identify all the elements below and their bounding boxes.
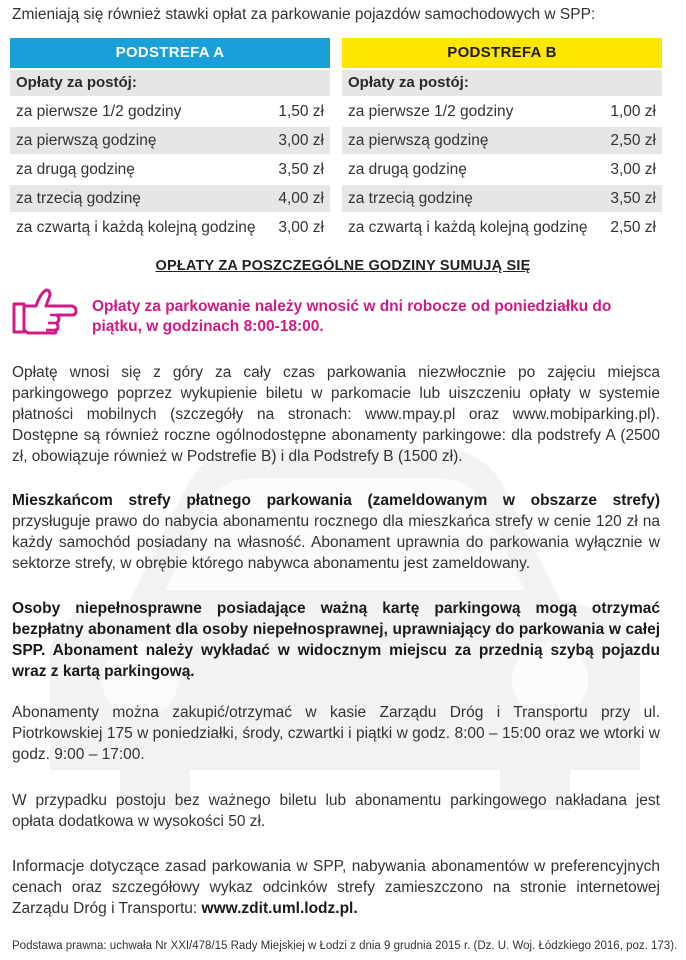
row-price: 3,50 zł	[278, 160, 324, 178]
row-price: 1,50 zł	[278, 102, 324, 120]
row-label: za czwartą i każdą kolejną godzinę	[16, 218, 256, 236]
row-price: 3,00 zł	[610, 160, 656, 178]
row-price: 4,00 zł	[278, 189, 324, 207]
table-row	[10, 156, 330, 183]
info-text: Informacje dotyczące zasad parkowania w SPP, nabywania abonamentów w preferencyjnych cenach oraz szczegółowy wykaz odcinków strefy zamieszczono na stronie internetowej Zarządu Dróg i Transportu:	[12, 858, 660, 917]
pointing-hand-icon	[10, 286, 78, 336]
table-row	[342, 127, 662, 154]
table-row	[342, 214, 662, 241]
payment-paragraph: Opłatę wnosi się z góry za cały czas parkowania niezwłocznie po zajęciu miejsca parkingowego poprzez wykupienie biletu w parkomacie lub uiszczeniu opłaty w systemie płatności mobilnych (szczegóły na stronach: www.mpay.pl oraz www.mobiparking.pl). Dostępne są również roczne ogólnodostępne abonamenty parkingowe: dla podstrefy A (2500 zł, obowiązuje również w Podstrefie B) i dla Podstrefy B (1500 zł).	[12, 364, 660, 465]
zone-a-table	[10, 38, 330, 241]
weekday-notice: Opłaty za parkowanie należy wnosić w dni robocze od poniedziałku do piątku, w godzinach 8:00-18:00.	[92, 298, 612, 335]
purchase-paragraph: Abonamenty można zakupić/otrzymać w kasie Zarządu Dróg i Transportu przy ul. Piotrkowskiej 175 w poniedziałki, środy, czwartki i piątki w godz. 8:00 – 15:00 oraz we wtorki w godz. 9:00 – 17:00.	[12, 704, 660, 763]
zone-a-subtitle: Opłaty za postój:	[10, 70, 330, 96]
residents-rest-text: przysługuje prawo do nabycia abonamentu rocznego dla mieszkańca strefy w cenie 120 zł na każdy samochód posiadany na własność. Abonament uprawnia do parkowania wyłącznie w sektorze strefy, w obrębie którego nabywca abonamentu jest zameldowany.	[12, 513, 660, 572]
penalty-paragraph: W przypadku postoju bez ważnego biletu lub abonamentu parkingowego nakładana jest opłata dodatkowa w wysokości 50 zł.	[12, 792, 660, 830]
row-label: za pierwsze 1/2 godziny	[16, 102, 182, 120]
row-price: 3,00 zł	[278, 131, 324, 149]
table-row	[342, 156, 662, 183]
row-price: 3,50 zł	[610, 189, 656, 207]
table-row	[10, 98, 330, 125]
website-link[interactable]: www.zdit.uml.lodz.pl.	[201, 900, 358, 917]
row-label: za pierwszą godzinę	[348, 131, 489, 149]
row-label: za pierwsze 1/2 godziny	[348, 102, 514, 120]
table-row	[342, 98, 662, 125]
residents-paragraph	[12, 490, 660, 574]
zone-b-table	[342, 38, 662, 241]
row-price: 2,50 zł	[610, 218, 656, 236]
table-row	[10, 127, 330, 154]
row-label: za drugą godzinę	[16, 160, 135, 178]
row-label: za trzecią godzinę	[16, 189, 141, 207]
info-paragraph	[12, 856, 660, 919]
zone-b-header: PODSTREFA B	[342, 38, 662, 68]
table-row	[10, 214, 330, 241]
disabled-paragraph: Osoby niepełnosprawne posiadające ważną kartę parkingową mogą otrzymać bezpłatny abonament dla osoby niepełnosprawnej, uprawniający do parkowania w całej SPP. Abonament należy wykładać w widocznym miejscu za przednią szybą pojazdu wraz z kartą parkingową.	[12, 600, 660, 680]
residents-bold-text: Mieszkańcom strefy płatnego parkowania (zameldowanym w obszarze strefy)	[12, 492, 660, 509]
intro-text: Zmieniają się również stawki opłat za parkowanie pojazdów samochodowych w SPP:	[12, 6, 596, 23]
row-label: za trzecią godzinę	[348, 189, 473, 207]
row-label: za pierwszą godzinę	[16, 131, 157, 149]
zone-b-subtitle: Opłaty za postój:	[342, 70, 662, 96]
row-label: za czwartą i każdą kolejną godzinę	[348, 218, 588, 236]
table-row	[10, 185, 330, 212]
sum-heading: OPŁATY ZA POSZCZEGÓLNE GODZINY SUMUJĄ SIĘ	[155, 258, 531, 274]
row-price: 1,00 zł	[610, 102, 656, 120]
row-price: 2,50 zł	[610, 131, 656, 149]
row-label: za drugą godzinę	[348, 160, 467, 178]
row-price: 3,00 zł	[278, 218, 324, 236]
table-row	[342, 185, 662, 212]
legal-footer: Podstawa prawna: uchwała Nr XXI/478/15 Rady Miejskiej w Łodzi z dnia 9 grudnia 2015 r. (Dz. U. Woj. Łódzkiego 2016, poz. 173).	[12, 940, 678, 952]
zone-a-header: PODSTREFA A	[10, 38, 330, 68]
